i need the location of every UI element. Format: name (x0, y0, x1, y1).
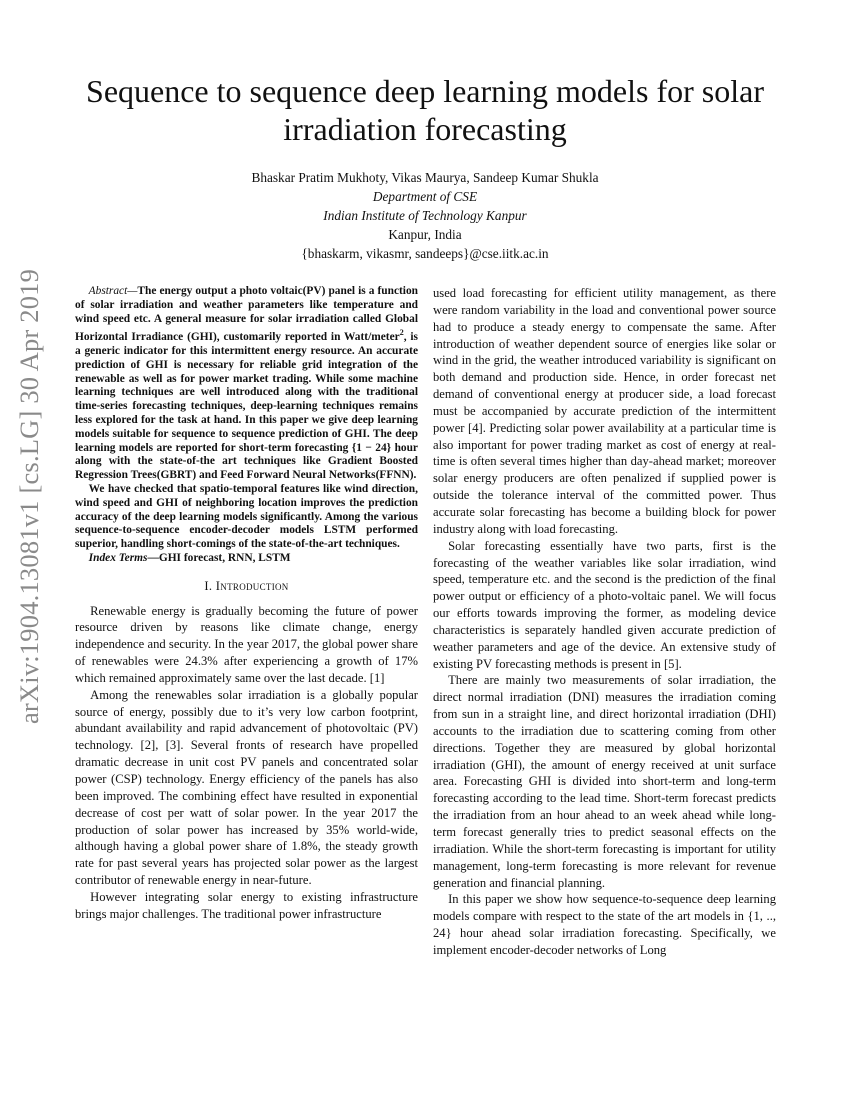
left-paragraph-3: However integrating solar energy to existing infrastructure brings major challenges. The traditional power infrastructure (75, 889, 418, 921)
right-paragraph-2: Solar forecasting essentially have two parts, first is the forecasting of the weather variables like solar irradiation, wind speed, temperature etc. and the second is the prediction of the final power output or efficiency of a photo-voltaic panel. We will focus our efforts towards improving the former, as modeling device characteristics is separately handled given accurate prediction of weather parameters and age of the device. An extensive study of existing PV forecasting methods is present in [5]. (433, 538, 776, 671)
section-heading-introduction (75, 578, 418, 595)
left-paragraph-1: Renewable energy is gradually becoming the future of power resource driven by reasons like climate change, energy independence and security. In the year 2017, the global power share of renewables were 24.3% after experiencing a growth of 17% which remained approximately same over the last decade. [1] (75, 603, 418, 685)
abstract-paragraph-1 (75, 285, 418, 483)
index-terms-label: Index Terms (88, 551, 148, 564)
right-paragraph-1: used load forecasting for efficient utility management, as there were random variability in the load and conventional power source had to produce a steady energy to compensate the same. After introduction of weather dependent source of energies like solar or wind in the grid, the weather introduced variability is significant on both demand and production side. Hence, in order forecast net demand of conventional energy at producer side, a load forecast must be accompanied by accurate prediction of the intermittent power [4]. Predicting solar power availability at a particular time is also important for power trading market as cost of energy at real-time is often several times higher than day-ahead market; moreover solar energy producers are often penalized if supplied power is outside the tolerance interval of the committed power. Thus accurate solar forecasting has become a building block for power industry along with load forecasting. (433, 286, 776, 536)
abstract-paragraph-2: We have checked that spatio-temporal features like wind direction, wind speed and GHI of neighboring location improves the prediction accuracy of the deep learning models significantly. Among the various sequence-to-sequence encoder-decoder models LSTM performed superior, handling short-comings of the state-of-the-art techniques. (75, 482, 418, 551)
abstract-label: Abstract— (88, 285, 138, 297)
right-paragraph-3: There are mainly two measurements of solar irradiation, the direct normal irradiation (DNI) measures the irradiation coming from sun in a straight line, and direct horizontal irradiation (DHI) accounts to the irradiation due to scattering coming from other directions. Together they are measured by global horizontal irradiation (GHI), the amount of energy received at unit surface area. Forecasting GHI is divided into short-term and long-term forecasting according to the lead time. Short-term forecast predicts the irradiation from an hour ahead to an week ahead while long-term forecast generally tries to predict seasonal effects on the irradiation. While the short-term forecasting is important for utility management, long-term forecasting is more relevant for revenue generation and financial planning. (433, 673, 776, 890)
author-email: {bhaskarm, vikasmr, sandeeps}@cse.iitk.ac.in (301, 246, 549, 261)
author-institute: Indian Institute of Technology Kanpur (323, 208, 527, 223)
section-title: Introduction (215, 578, 289, 593)
arxiv-id-text: arXiv:1904.13081v1 [cs.LG] 30 Apr 2019 (14, 268, 45, 724)
section-number: I. (204, 578, 213, 593)
right-paragraph-4: In this paper we show how sequence-to-sequence deep learning models compare with respect to the state of the art models in {1, .., 24} hour ahead solar irradiation forecasting. Specifically, we implement encoder-decoder networks of Long (433, 892, 776, 957)
author-location: Kanpur, India (388, 227, 462, 242)
right-column (433, 285, 776, 959)
author-names: Bhaskar Pratim Mukhoty, Vikas Maurya, Sandeep Kumar Shukla (251, 170, 599, 185)
arxiv-identifier (10, 268, 50, 724)
left-paragraph-2: Among the renewables solar irradiation is a globally popular source of energy, possibly due to it’s very low carbon footprint, abundant availability and rapid advancement of photovoltaic (PV) technology. [2], [3]. Several fronts of research have propelled dramatic decrease in unit cost PV panels and concentrated solar power (CSP) technology. Energy efficiency of the panels has also been improved. The combining effect have resulted in exponential decrease of cost per watt of solar power. In the year 2017 the production of solar power has increased by 35% world-wide, although having a global power share of 1.8%, the steady growth rate for past several years has projected solar power as the largest contributor of renewable energy in near-future. (75, 687, 418, 888)
paper-title: Sequence to sequence deep learning models for solar irradiation forecasting (86, 73, 764, 147)
abstract-text-a: The energy output a photo voltaic(PV) panel is a function of solar irradiation and weather parameters like temperature and wind speed etc. A general measure for solar irradiation called Global Horizontal Irradiance (GHI), customarily reported in Watt/meter (75, 285, 418, 344)
index-terms-text: —GHI forecast, RNN, LSTM (147, 551, 291, 564)
abstract-superscript: 2 (399, 328, 404, 338)
left-column (75, 285, 418, 923)
abstract-text-b: , is a generic indicator for this intermittent energy resource. An accurate prediction of GHI is necessary for reliable grid integration of the renewable as well as for power market trading. While some machine learning techniques are well introduced along with the traditional time-series forecasting techniques, deep-learning techniques remains less explored for the task at hand. In this paper we give deep learning models suitable for sequence to sequence prediction of GHI. The deep learning models are reported for short-term forecasting {1 − 24} hour along with the state-of-the art techniques like Gradient Boosted Regression Trees(GBRT) and Feed Forward Neural Networks(FFNN). (75, 331, 418, 482)
author-block (60, 168, 790, 263)
index-terms (75, 552, 418, 566)
author-department: Department of CSE (372, 189, 478, 204)
